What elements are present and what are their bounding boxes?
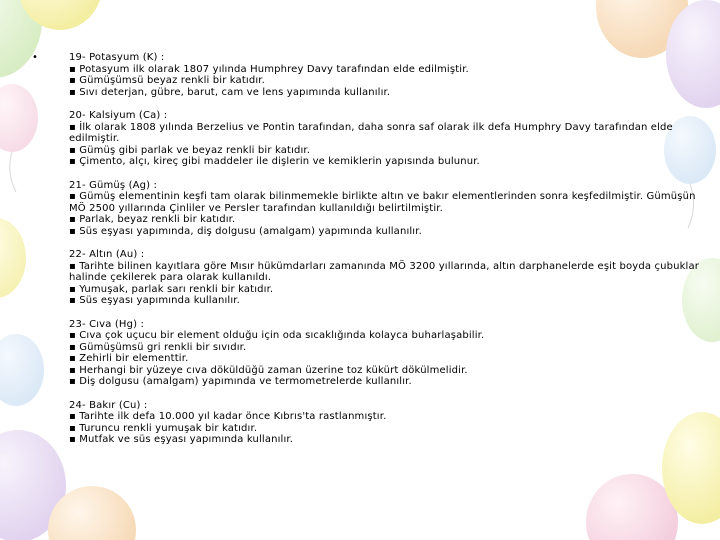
element-section-copper — [69, 400, 709, 446]
section-heading: 23- Cıva (Hg) : — [69, 318, 144, 330]
section-heading: 19- Potasyum (K) : — [69, 52, 165, 63]
list-item: ▪ Çimento, alçı, kireç gibi maddeler ile dişlerin ve kemiklerin yapısında bulunur. — [69, 156, 480, 167]
list-item: ▪ Gümüşümsü gri renkli bir sıvıdır. — [69, 341, 247, 353]
element-section-potassium — [69, 52, 709, 98]
list-item: ▪ Herhangi bir yüzeye cıva döküldüğü zaman üzerine toz kükürt dökülmelidir. — [69, 364, 468, 376]
list-item: ▪ Zehirli bir elementtir. — [69, 353, 189, 364]
element-section-gold — [69, 249, 709, 307]
list-item: ▪ Gümüş elementinin keşfi tam olarak bilinmemekle birlikte altın ve bakır elementlerinden sonra keşfedilmiştir. Gümüşün MÖ 2500 yıllarında Çinliler ve Persler tarafından kullanıldığı belirtilmiştir. — [69, 191, 696, 214]
balloon-shape — [0, 334, 44, 406]
balloon-shape — [0, 84, 38, 152]
list-item: ▪ Turuncu renkli yumuşak bir katıdır. — [69, 422, 258, 434]
list-item: ▪ Gümüşümsü beyaz renkli bir katıdır. — [69, 75, 265, 86]
section-heading: 20- Kalsiyum (Ca) : — [69, 110, 168, 121]
element-section-calcium — [69, 110, 709, 168]
list-item: ▪ Tarihte ilk defa 10.000 yıl kadar önce Kıbrıs'ta rastlanmıştır. — [69, 411, 387, 422]
bullet-marker: • — [32, 52, 38, 63]
list-item: ▪ Süs eşyası yapımında kullanılır. — [69, 295, 240, 306]
section-heading: 24- Bakır (Cu) : — [69, 399, 148, 411]
list-item: ▪ Süs eşyası yapımında, diş dolgusu (amalgam) yapımında kullanılır. — [69, 225, 422, 237]
slide-content — [69, 52, 709, 458]
list-item: ▪ Parlak, beyaz renkli bir katıdır. — [69, 214, 236, 225]
section-heading: 21- Gümüş (Ag) : — [69, 179, 158, 191]
section-heading: 22- Altın (Au) : — [69, 249, 145, 260]
list-item: ▪ İlk olarak 1808 yılında Berzelius ve Pontin tarafından, daha sonra saf olarak ilk defa Humphry Davy tarafından elde edilmiştir. — [69, 121, 673, 144]
list-item: ▪ Tarihte bilinen kayıtlara göre Mısır hükümdarları zamanında MÖ 3200 yıllarında, altın darphanelerde eşit boyda çubuklar halinde çekilerek para olarak kullanıldı. — [69, 260, 699, 283]
list-item: ▪ Mutfak ve süs eşyası yapımında kullanılır. — [69, 434, 294, 445]
balloon-string — [10, 152, 16, 192]
balloon-shape — [0, 218, 26, 298]
element-section-silver — [69, 180, 709, 238]
element-section-mercury — [69, 319, 709, 388]
list-item: ▪ Potasyum ilk olarak 1807 yılında Humphrey Davy tarafından elde edilmiştir. — [69, 63, 469, 75]
list-item: ▪ Gümüş gibi parlak ve beyaz renkli bir katıdır. — [69, 144, 311, 156]
list-item: ▪ Cıva çok uçucu bir element olduğu için oda sıcaklığında kolayca buharlaşabilir. — [69, 330, 485, 341]
list-item: ▪ Yumuşak, parlak sarı renkli bir katıdır. — [69, 283, 274, 295]
list-item: ▪ Diş dolgusu (amalgam) yapımında ve termometrelerde kullanılır. — [69, 376, 412, 387]
list-item: ▪ Sıvı deterjan, gübre, barut, cam ve lens yapımında kullanılır. — [69, 86, 391, 98]
